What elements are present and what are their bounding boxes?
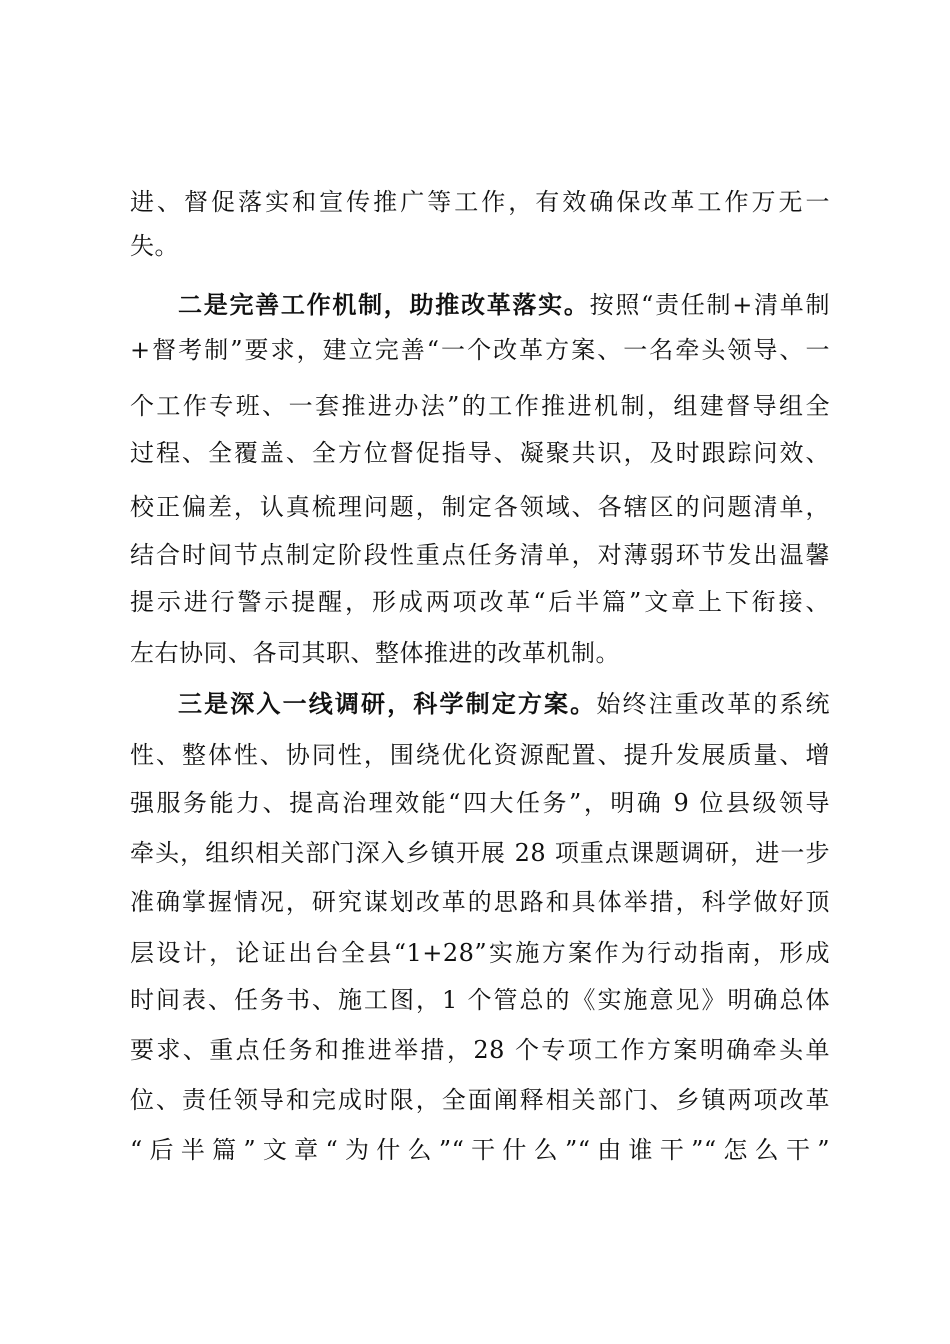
- body-text: 失。: [130, 232, 179, 260]
- text-line: [178, 288, 830, 322]
- body-text: “后半篇”文章“为什么”“干什么”“由谁干”“怎么干”: [130, 1136, 830, 1164]
- text-line: [130, 983, 830, 1017]
- body-text: 过程、全覆盖、全方位督促指导、凝聚共识，及时跟踪问效、: [130, 439, 830, 467]
- text-line: [130, 389, 830, 423]
- text-line: [130, 185, 830, 219]
- text-line: [130, 1033, 830, 1067]
- body-text: 层设计，论证出台全县“1+28”实施方案作为行动指南，形成: [130, 939, 830, 967]
- bold-heading-text: 三是深入一线调研，科学制定方案。: [178, 689, 597, 718]
- body-text: 要求、重点任务和推进举措，28 个专项工作方案明确牵头单: [130, 1036, 830, 1064]
- text-line: [130, 786, 830, 820]
- body-text: 时间表、任务书、施工图，1 个管总的《实施意见》明确总体: [130, 986, 830, 1014]
- text-line: [130, 936, 830, 970]
- body-text: 进、督促落实和宣传推广等工作，有效确保改革工作万无一: [130, 188, 830, 216]
- text-line: [130, 1083, 830, 1117]
- text-line: [130, 538, 830, 572]
- body-text: 左右协同、各司其职、整体推进的改革机制。: [130, 639, 620, 667]
- text-line: [130, 585, 830, 619]
- body-text: 牵头，组织相关部门深入乡镇开展 28 项重点课题调研，进一步: [130, 839, 830, 867]
- text-line: [130, 836, 830, 870]
- body-text: 提示进行警示提醒，形成两项改革“后半篇”文章上下衔接、: [130, 588, 830, 616]
- body-text: 校正偏差，认真梳理问题，制定各领域、各辖区的问题清单，: [130, 493, 830, 521]
- text-line: [130, 885, 830, 919]
- bold-heading-text: 二是完善工作机制，助推改革落实。: [178, 290, 590, 319]
- body-text: 个工作专班、一套推进办法”的工作推进机制，组建督导组全: [130, 392, 830, 420]
- body-text: 始终注重改革的系统: [596, 690, 831, 718]
- body-text: +督考制”要求，建立完善“一个改革方案、一名牵头领导、一: [130, 336, 830, 364]
- body-text: 结合时间节点制定阶段性重点任务清单，对薄弱环节发出温馨: [130, 541, 830, 569]
- body-text: 准确掌握情况，研究谋划改革的思路和具体举措，科学做好顶: [130, 888, 830, 916]
- text-line: [130, 636, 830, 670]
- body-text: 强服务能力、提高治理效能“四大任务”，明确 9 位县级领导: [130, 789, 830, 817]
- body-text: 位、责任领导和完成时限，全面阐释相关部门、乡镇两项改革: [130, 1086, 830, 1114]
- text-line: [130, 333, 830, 367]
- text-line: [130, 436, 830, 470]
- text-line: [130, 738, 830, 772]
- body-text: 性、整体性、协同性，围绕优化资源配置、提升发展质量、增: [130, 741, 830, 769]
- text-line: [130, 229, 830, 263]
- text-line: [130, 1133, 830, 1167]
- text-line: [130, 490, 830, 524]
- text-line: [178, 687, 830, 721]
- body-text: 按照“责任制+清单制: [589, 291, 830, 319]
